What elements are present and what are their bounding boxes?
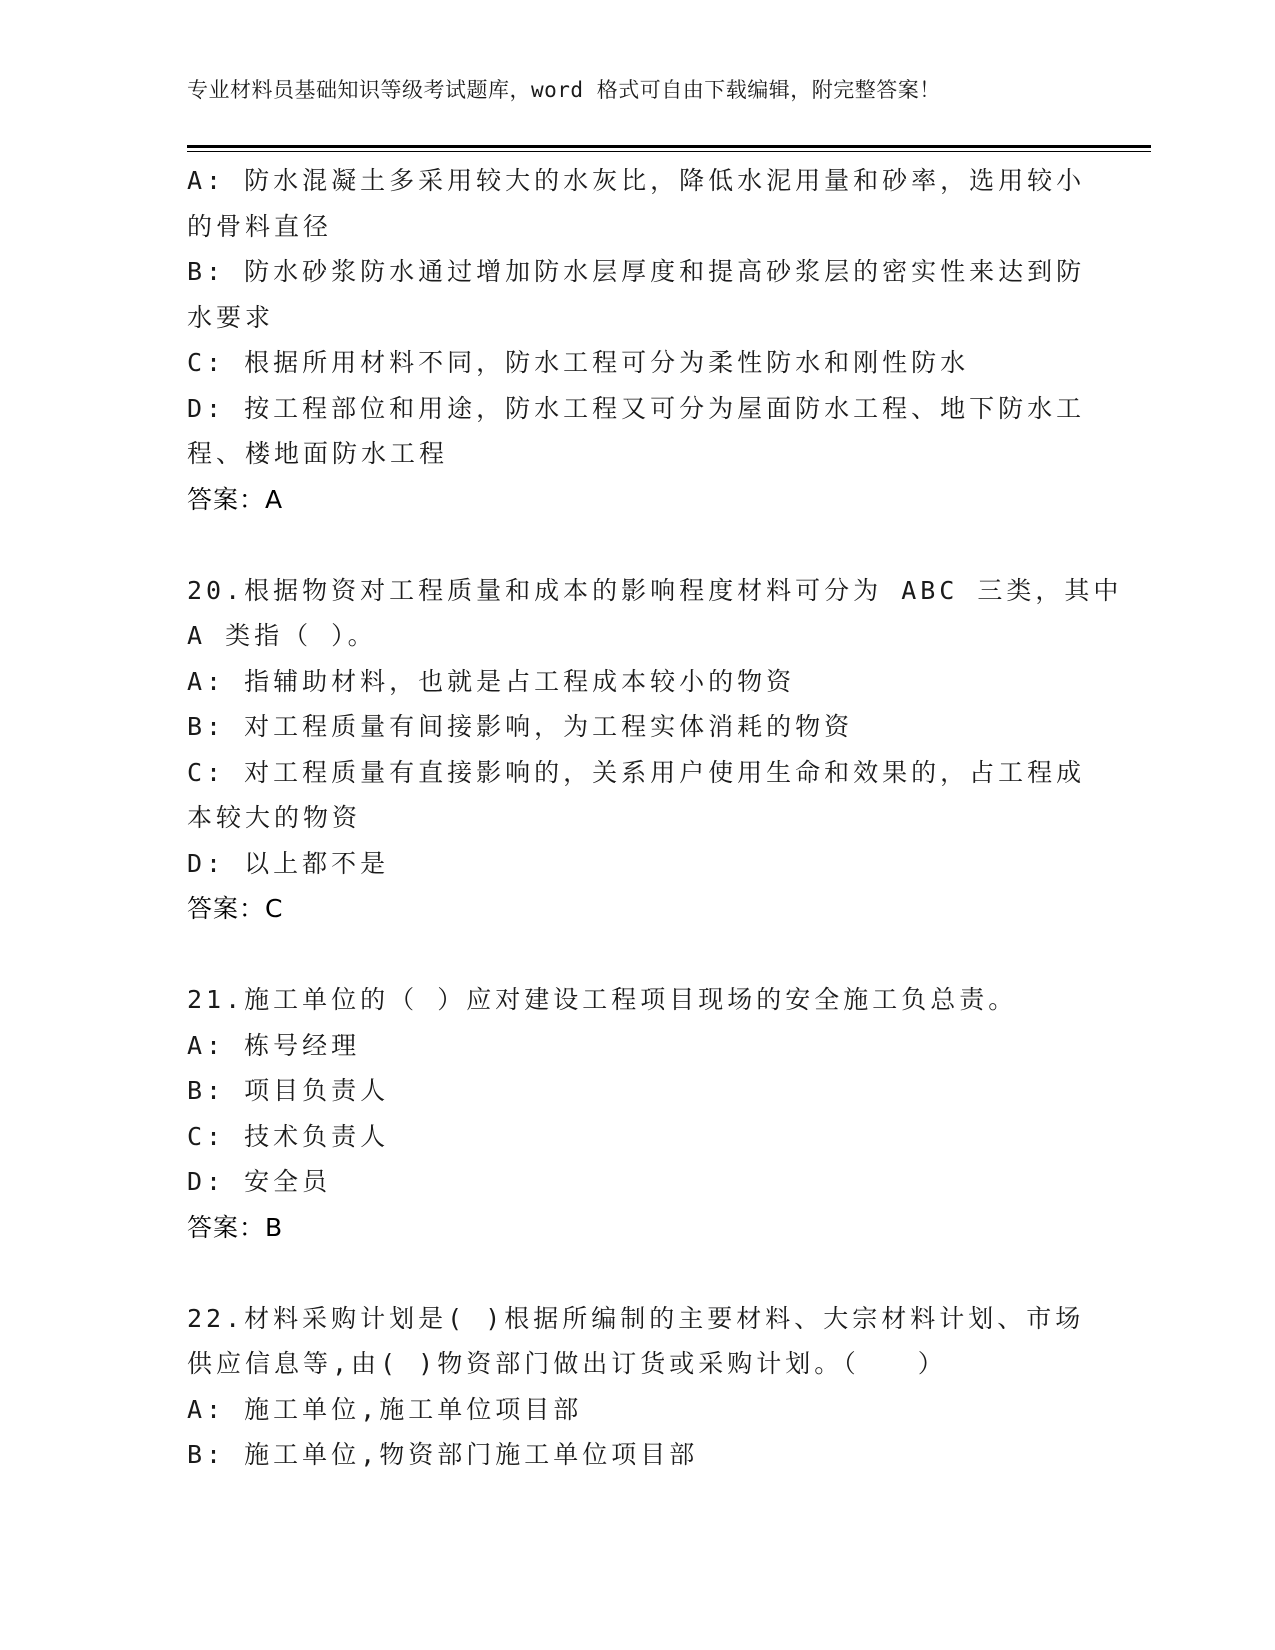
text-line: D: 按工程部位和用途，防水工程又可分为屋面防水工程、地下防水工	[187, 393, 1086, 423]
answer-line: 答案：B	[187, 1212, 284, 1242]
block-spacer	[187, 932, 1087, 978]
text-line: A: 栋号经理	[187, 1030, 361, 1060]
text-line: C: 根据所用材料不同，防水工程可分为柔性防水和刚性防水	[187, 348, 970, 377]
block-spacer	[187, 522, 1087, 568]
text-line: 本较大的物资	[187, 803, 362, 832]
text-line: A 类指（ ）。	[187, 621, 377, 650]
text-line: D: 安全员	[187, 1167, 332, 1196]
text-line: B: 防水砂浆防水通过增加防水层厚度和提高砂浆层的密实性来达到防	[187, 257, 1086, 286]
header-rule-thin	[187, 151, 1151, 152]
text-line: 20.根据物资对工程质量和成本的影响程度材料可分为 ABC 三类，其中	[187, 575, 1123, 605]
answer-line: 答案：C	[187, 894, 284, 923]
question-block	[187, 1296, 1087, 1478]
question-block	[187, 158, 1087, 522]
document-header: 专业材料员基础知识等级考试题库，word 格式可自由下载编辑，附完整答案！	[187, 78, 941, 102]
text-line: 程、楼地面防水工程	[187, 439, 449, 468]
block-spacer	[187, 1250, 1087, 1296]
text-line: 水要求	[187, 302, 275, 332]
text-line: 供应信息等,由( )物资部门做出订货或采购计划。（ ）	[187, 1349, 947, 1378]
question-content	[187, 158, 1123, 1478]
text-line: C: 对工程质量有直接影响的，关系用户使用生命和效果的，占工程成	[187, 757, 1086, 787]
text-line: B: 项目负责人	[187, 1076, 390, 1105]
question-block	[187, 568, 1123, 932]
text-line: B: 对工程质量有间接影响，为工程实体消耗的物资	[187, 712, 854, 741]
text-line: B: 施工单位,物资部门施工单位项目部	[187, 1440, 699, 1469]
text-line: 21.施工单位的（ ）应对建设工程项目现场的安全施工负总责。	[187, 985, 1018, 1014]
text-line: 的骨料直径	[187, 211, 333, 241]
text-line: C: 技术负责人	[187, 1121, 390, 1151]
text-line: 22.材料采购计划是( )根据所编制的主要材料、大宗材料计划、市场	[187, 1303, 1085, 1333]
text-line: A: 指辅助材料，也就是占工程成本较小的物资	[187, 666, 796, 696]
text-line: A: 防水混凝土多采用较大的水灰比，降低水泥用量和砂率，选用较小	[187, 166, 1086, 195]
answer-line: 答案：A	[187, 484, 284, 514]
question-block	[187, 977, 1087, 1250]
text-line: A: 施工单位,施工单位项目部	[187, 1394, 583, 1424]
header-rule-thick	[187, 145, 1151, 148]
text-line: D: 以上都不是	[187, 848, 390, 878]
